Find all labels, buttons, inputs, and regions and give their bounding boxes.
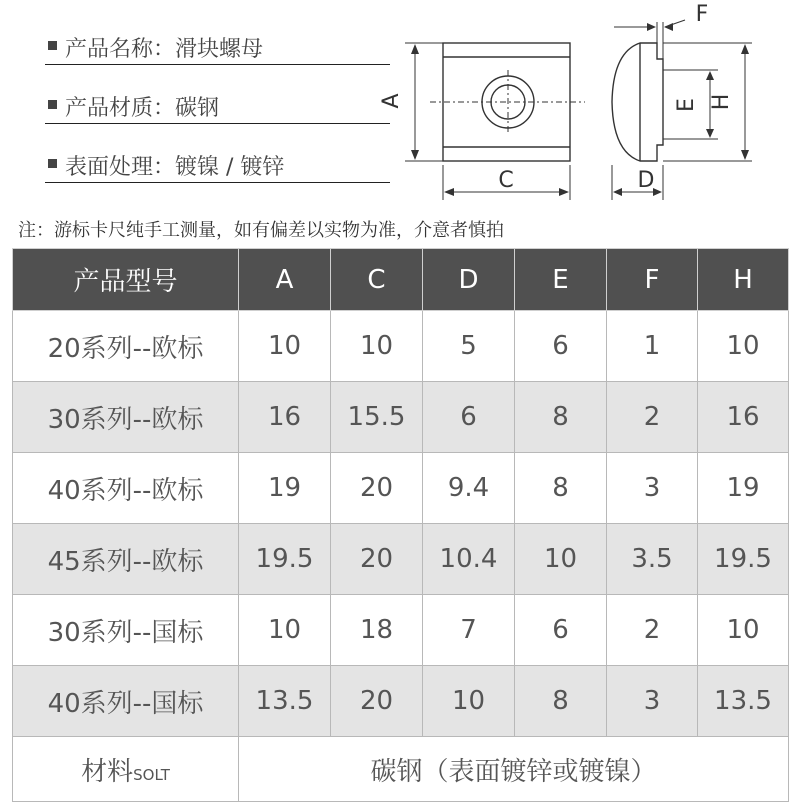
cell-c: 20 <box>331 666 423 737</box>
cell-model: 30系列--欧标 <box>13 382 239 453</box>
cell-d: 7 <box>423 595 515 666</box>
footer-label-cell <box>13 737 239 802</box>
cell-model: 40系列--国标 <box>13 666 239 737</box>
cell-e: 10 <box>515 524 607 595</box>
cell-e: 8 <box>515 453 607 524</box>
table-row <box>13 595 789 666</box>
cell-c: 15.5 <box>331 382 423 453</box>
cell-e: 8 <box>515 382 607 453</box>
spec-finish: 表面处理：镀镍 / 镀锌 <box>65 155 285 180</box>
footer-label-small: SOLT <box>133 765 170 784</box>
cell-a: 16 <box>239 382 331 453</box>
cell-a: 19 <box>239 453 331 524</box>
side-view-drawing <box>0 0 800 220</box>
table-footer-row <box>13 737 789 802</box>
cell-model: 45系列--欧标 <box>13 524 239 595</box>
cell-h: 10 <box>698 595 789 666</box>
cell-c: 20 <box>331 524 423 595</box>
dim-label-h: H <box>709 93 734 111</box>
cell-a: 10 <box>239 595 331 666</box>
cell-model: 20系列--欧标 <box>13 311 239 382</box>
dim-label-e: E <box>674 98 699 112</box>
dim-label-d: D <box>637 168 655 193</box>
cell-model: 40系列--欧标 <box>13 453 239 524</box>
table-row <box>13 666 789 737</box>
cell-f: 2 <box>607 595 698 666</box>
table-row <box>13 311 789 382</box>
header-h: H <box>698 249 789 311</box>
cell-f: 2 <box>607 382 698 453</box>
header-model: 产品型号 <box>13 249 239 311</box>
spec-table <box>12 248 789 802</box>
cell-e: 6 <box>515 595 607 666</box>
table-header-row <box>13 249 789 311</box>
header-a: A <box>239 249 331 311</box>
cell-h: 19.5 <box>698 524 789 595</box>
header-e: E <box>515 249 607 311</box>
spec-material: 产品材质：碳钢 <box>65 96 220 121</box>
cell-model: 30系列--国标 <box>13 595 239 666</box>
nut-profile <box>612 43 663 161</box>
measurement-note: 注：游标卡尺纯手工测量，如有偏差以实物为准，介意者慎拍 <box>18 220 504 241</box>
cell-d: 6 <box>423 382 515 453</box>
cell-h: 16 <box>698 382 789 453</box>
cell-a: 19.5 <box>239 524 331 595</box>
cell-e: 8 <box>515 666 607 737</box>
header-d: D <box>423 249 515 311</box>
dim-label-a: A <box>379 93 404 109</box>
cell-c: 10 <box>331 311 423 382</box>
cell-d: 5 <box>423 311 515 382</box>
cell-c: 18 <box>331 595 423 666</box>
cell-h: 13.5 <box>698 666 789 737</box>
cell-d: 10 <box>423 666 515 737</box>
cell-e: 6 <box>515 311 607 382</box>
footer-label: 材料 <box>81 756 134 787</box>
cell-f: 3 <box>607 666 698 737</box>
cell-f: 1 <box>607 311 698 382</box>
table-row <box>13 524 789 595</box>
cell-d: 9.4 <box>423 453 515 524</box>
header-f: F <box>607 249 698 311</box>
dim-label-c: C <box>498 168 514 193</box>
cell-f: 3.5 <box>607 524 698 595</box>
cell-h: 10 <box>698 311 789 382</box>
spec-name: 产品名称：滑块螺母 <box>65 37 264 62</box>
table-row <box>13 453 789 524</box>
cell-a: 13.5 <box>239 666 331 737</box>
footer-material-value: 碳钢（表面镀锌或镀镍） <box>239 737 789 802</box>
dim-label-f: F <box>695 2 709 27</box>
table-row <box>13 382 789 453</box>
cell-c: 20 <box>331 453 423 524</box>
cell-a: 10 <box>239 311 331 382</box>
cell-f: 3 <box>607 453 698 524</box>
cell-d: 10.4 <box>423 524 515 595</box>
cell-h: 19 <box>698 453 789 524</box>
header-c: C <box>331 249 423 311</box>
